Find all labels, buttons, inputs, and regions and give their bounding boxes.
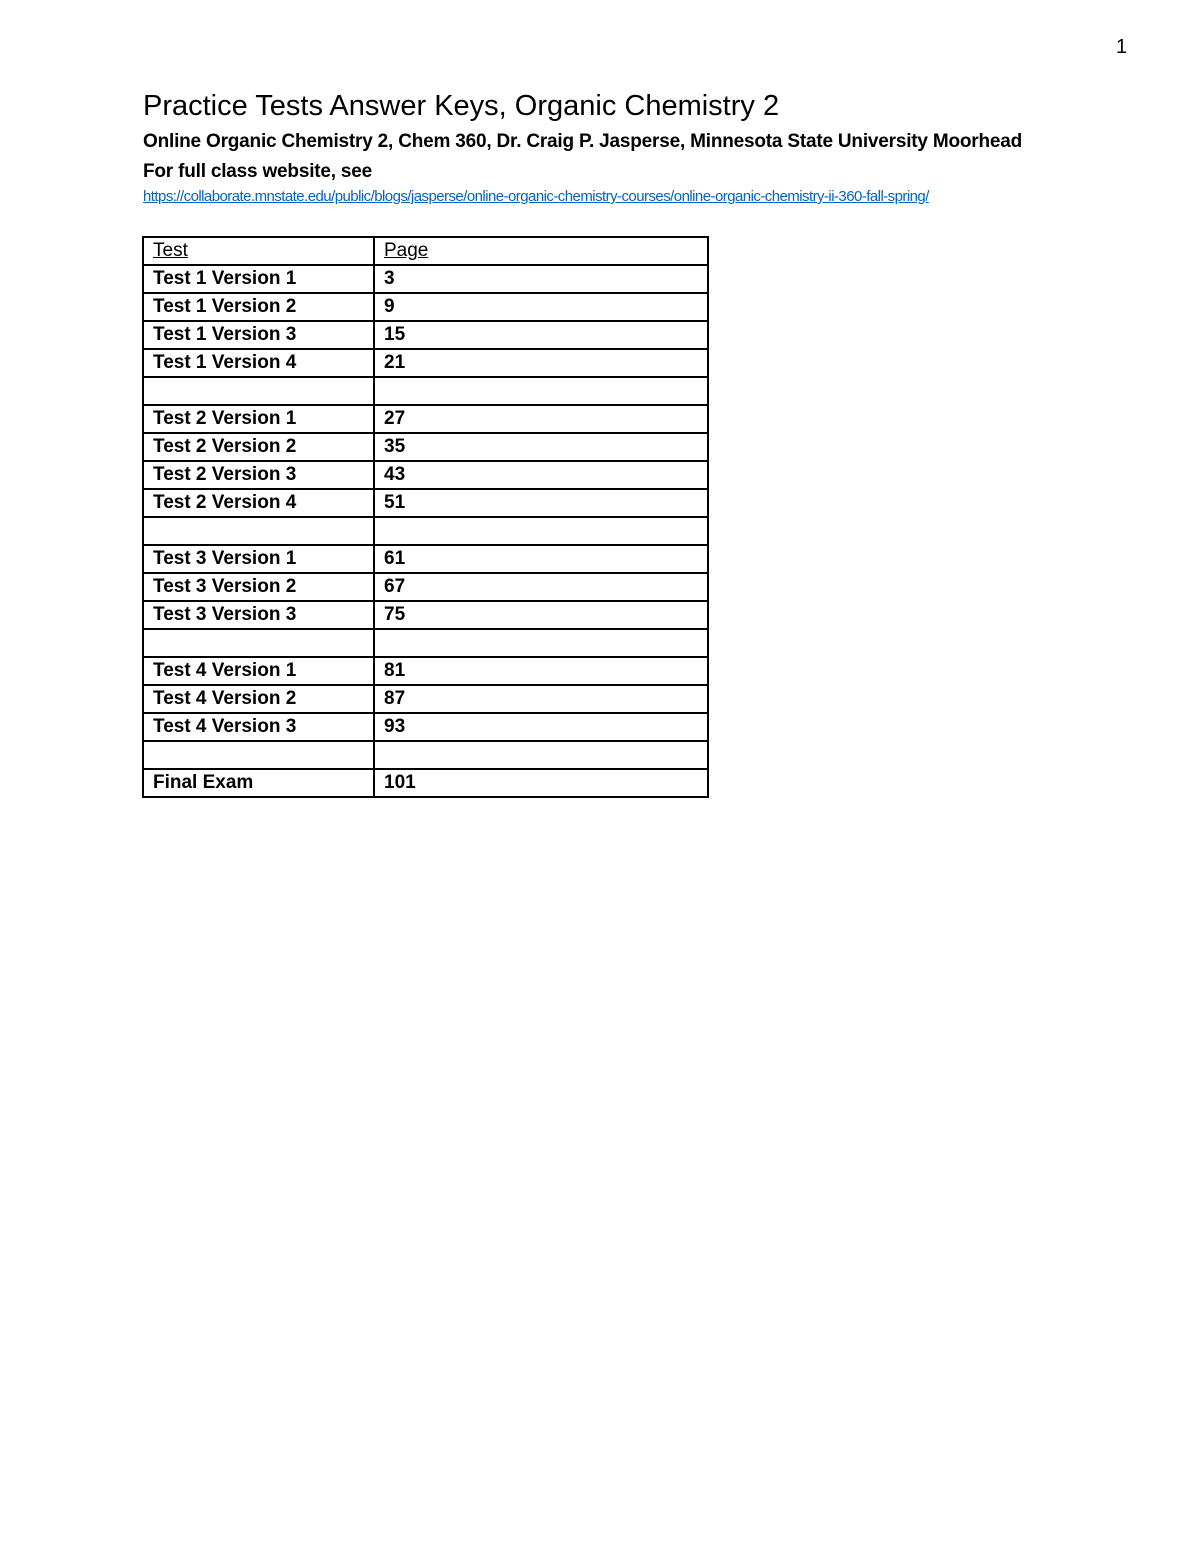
page-number-cell: [374, 517, 708, 545]
table-row: [143, 517, 708, 545]
test-name-cell: Test 3 Version 2: [143, 573, 374, 601]
table-row: [143, 461, 708, 489]
table-row: [143, 321, 708, 349]
test-name-cell: Test 1 Version 3: [143, 321, 374, 349]
page-number-cell: 3: [374, 265, 708, 293]
test-name-cell: Test 2 Version 2: [143, 433, 374, 461]
page-number: 1: [1116, 36, 1128, 58]
page-number-cell: 75: [374, 601, 708, 629]
table-row: [143, 349, 708, 377]
page-number-cell: 81: [374, 657, 708, 685]
test-name-cell: Test 4 Version 2: [143, 685, 374, 713]
table-row: [143, 405, 708, 433]
column-header-test: Test: [143, 237, 374, 265]
test-name-cell: [143, 629, 374, 657]
table-row: [143, 657, 708, 685]
page-number-cell: [374, 629, 708, 657]
page-number-cell: 35: [374, 433, 708, 461]
table-row: [143, 545, 708, 573]
table-row: [143, 433, 708, 461]
website-label: For full class website, see: [143, 161, 373, 182]
test-name-cell: Final Exam: [143, 769, 374, 797]
page-number-cell: 101: [374, 769, 708, 797]
page-number-cell: 43: [374, 461, 708, 489]
page-title: Practice Tests Answer Keys, Organic Chemistry 2: [143, 90, 780, 122]
test-name-cell: Test 3 Version 1: [143, 545, 374, 573]
test-name-cell: Test 1 Version 4: [143, 349, 374, 377]
page-number-cell: 21: [374, 349, 708, 377]
table-row: [143, 601, 708, 629]
table-header-row: [143, 237, 708, 265]
page-number-cell: 61: [374, 545, 708, 573]
table-row: [143, 489, 708, 517]
table-row: [143, 713, 708, 741]
test-name-cell: [143, 377, 374, 405]
table-row: [143, 293, 708, 321]
table-row: [143, 685, 708, 713]
page-number-cell: 9: [374, 293, 708, 321]
test-name-cell: Test 3 Version 3: [143, 601, 374, 629]
test-name-cell: Test 4 Version 3: [143, 713, 374, 741]
test-name-cell: [143, 517, 374, 545]
page-number-cell: [374, 741, 708, 769]
class-website-link[interactable]: https://collaborate.mnstate.edu/public/blogs/jasperse/online-organic-chemistry-courses/online-organic-chemistry-ii-360-fall-spring/: [143, 188, 929, 205]
course-subtitle: Online Organic Chemistry 2, Chem 360, Dr. Craig P. Jasperse, Minnesota State University Moorhead: [143, 131, 1023, 152]
table-row: [143, 769, 708, 797]
table-row: [143, 629, 708, 657]
page-number-cell: 51: [374, 489, 708, 517]
answer-key-index-table: [142, 236, 709, 798]
test-name-cell: Test 1 Version 1: [143, 265, 374, 293]
table-row: [143, 573, 708, 601]
page-number-cell: 15: [374, 321, 708, 349]
test-name-cell: [143, 741, 374, 769]
test-name-cell: Test 4 Version 1: [143, 657, 374, 685]
test-name-cell: Test 2 Version 3: [143, 461, 374, 489]
page-number-cell: 67: [374, 573, 708, 601]
column-header-page: Page: [374, 237, 708, 265]
test-name-cell: Test 2 Version 4: [143, 489, 374, 517]
page-number-cell: 87: [374, 685, 708, 713]
table-row: [143, 377, 708, 405]
test-name-cell: Test 1 Version 2: [143, 293, 374, 321]
page-number-cell: 27: [374, 405, 708, 433]
table-row: [143, 265, 708, 293]
table-row: [143, 741, 708, 769]
test-name-cell: Test 2 Version 1: [143, 405, 374, 433]
page-number-cell: 93: [374, 713, 708, 741]
page-number-cell: [374, 377, 708, 405]
